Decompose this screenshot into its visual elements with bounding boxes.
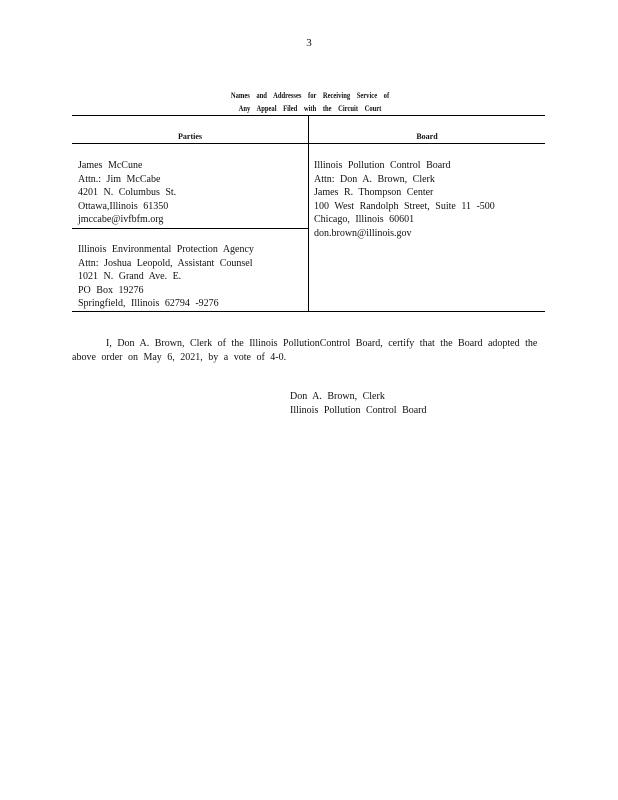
- party-address-line: Ottawa,Illinois 61350: [78, 200, 169, 212]
- board-address-line: 100 West Randolph Street, Suite 11 -500: [314, 200, 495, 212]
- header-rule: [72, 143, 545, 144]
- signature-organization: Illinois Pollution Control Board: [290, 405, 427, 416]
- board-address-line: James R. Thompson Center: [314, 187, 434, 199]
- party-address-mccune: [78, 159, 176, 227]
- service-heading: [179, 89, 441, 115]
- party-email: jmccabe@ivfbfm.org: [78, 214, 164, 226]
- party-separator-rule: [72, 228, 308, 229]
- board-address-line: Attn: Don A. Brown, Clerk: [314, 173, 435, 185]
- party-address-line: Illinois Environmental Protection Agency: [78, 244, 254, 255]
- party-address-line: Attn.: Jim McCabe: [78, 173, 161, 185]
- party-address-line: PO Box 19276: [78, 284, 144, 296]
- board-column-header: Board: [416, 132, 438, 141]
- party-address-line: 1021 N. Grand Ave. E.: [78, 271, 182, 283]
- signature-block: [290, 390, 427, 418]
- parties-column-header: Parties: [178, 132, 202, 141]
- column-divider: [308, 116, 309, 311]
- party-address-line: Springfield, Illinois 62794 -9276: [78, 298, 219, 310]
- board-address-line: Illinois Pollution Control Board: [314, 160, 451, 171]
- signature-name: Don A. Brown, Clerk: [290, 391, 385, 402]
- party-address-line: James McCune: [78, 160, 143, 171]
- party-address-iepa: [78, 243, 254, 311]
- party-address-line: Attn: Joshua Leopold, Assistant Counsel: [78, 257, 253, 269]
- service-heading-line-2: Any Appeal Filed with the Circuit Court: [238, 104, 382, 113]
- board-email: don.brown@illinois.gov: [314, 227, 412, 239]
- board-address-line: Chicago, Illinois 60601: [314, 214, 415, 226]
- clerk-certification: I, Don A. Brown, Clerk of the Illinois PollutionControl Board, certify that the Board adopted the above order on May 6, 2021, by a vote of 4-0.: [72, 338, 538, 363]
- service-heading-line-1: Names and Addresses for Receiving Service of: [230, 91, 390, 100]
- party-address-line: 4201 N. Columbus St.: [78, 187, 177, 199]
- page-number: 3: [306, 37, 312, 49]
- board-address: [314, 159, 495, 241]
- service-table: [72, 115, 545, 312]
